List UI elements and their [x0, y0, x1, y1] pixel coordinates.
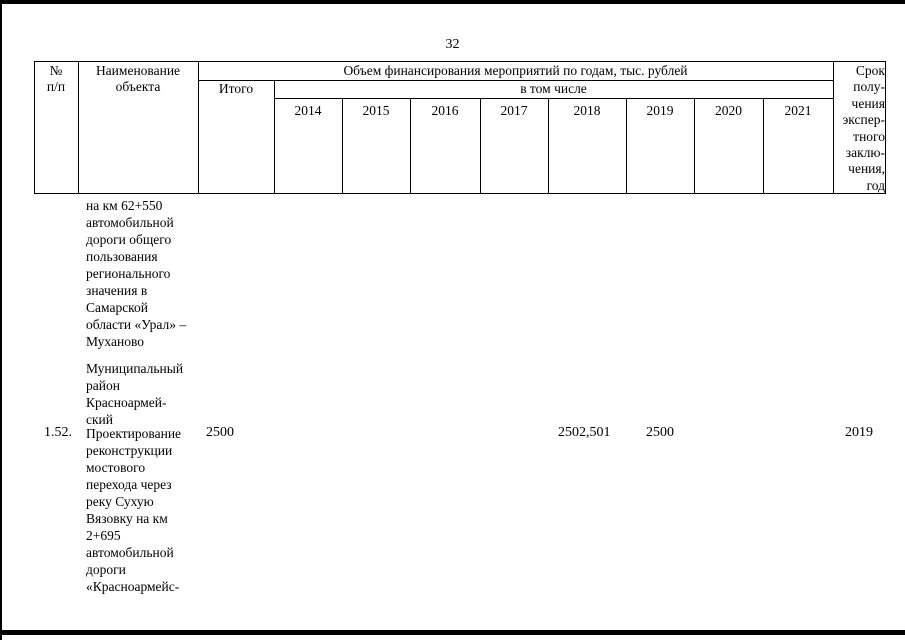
header-year-2018: 2018	[573, 103, 601, 118]
header-year-2021: 2021	[784, 103, 812, 118]
row-total: 2500	[206, 425, 234, 440]
header-number: № п/п	[46, 63, 66, 94]
header-object-name: Наименование объекта	[95, 63, 181, 94]
row-number: 1.52.	[44, 425, 72, 440]
header-year-2017: 2017	[500, 103, 528, 118]
continuation-text: на км 62+550 автомобильной дороги общего пользования регионального значения в Самарской области «Урал» – Муханово	[86, 198, 187, 349]
header-year-2015: 2015	[362, 103, 390, 118]
header-funding: Объем финансирования мероприятий по годам, тыс. рублей	[343, 63, 688, 78]
row-2019-value: 2500	[646, 425, 674, 440]
row-deadline: 2019	[845, 425, 873, 440]
header-year-2016: 2016	[431, 103, 459, 118]
header-total: Итого	[218, 81, 254, 96]
header-year-2014: 2014	[294, 103, 322, 118]
district-heading: Муниципальный район Красноармей- ский	[86, 361, 184, 427]
page-border-left	[0, 0, 2, 640]
header-deadline: Срок полу- чения экспер- тного заклю- чения, год	[842, 63, 885, 193]
row-2018-value: 2502,501	[558, 425, 611, 440]
page-number: 32	[445, 37, 460, 52]
header-including: в том числе	[520, 81, 587, 96]
page-border-bottom	[0, 630, 905, 635]
row-object-name: Проектирование реконструкции мостового перехода через реку Сухую Вязовку на км 2+695 автомобильной дороги «Красноармейс-	[86, 426, 182, 594]
header-year-2020: 2020	[715, 103, 742, 118]
page-border-top	[0, 0, 905, 4]
header-year-2019: 2019	[646, 103, 674, 118]
